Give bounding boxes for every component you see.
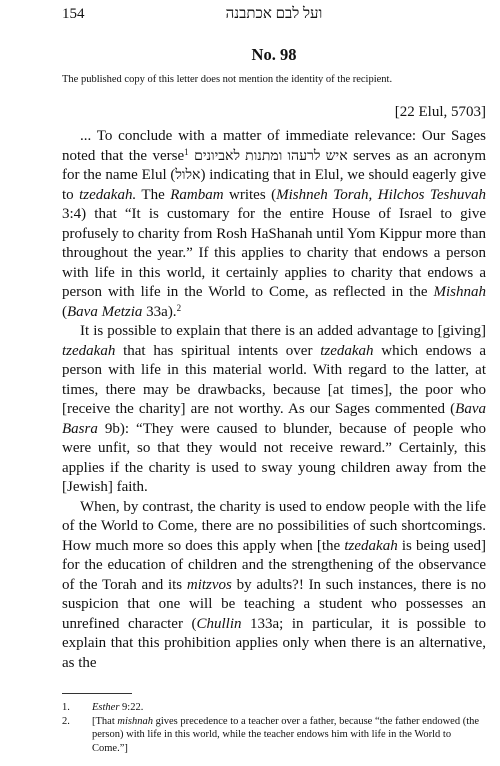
text: 133a; in particular, it is possible to explain that this prohibition applies only when there is an alternative, as the bbox=[62, 615, 486, 671]
page-number: 154 bbox=[62, 6, 85, 22]
text: It is possible to explain that there is an added advantage to [giving] bbox=[80, 323, 486, 339]
text: ... To conclude with a matter of immediate relevance: Our Sages noted that the verse bbox=[62, 128, 486, 164]
paragraph-2 bbox=[62, 322, 486, 498]
footnote-ref-2: 2 bbox=[176, 302, 182, 313]
text: When, by contrast, the charity is used to endow people with the life of the World to Come, there are no possibilities of such shortcomings. How much more so does this apply when [the bbox=[62, 498, 486, 554]
footnotes bbox=[62, 701, 486, 755]
running-head bbox=[62, 6, 486, 26]
italic-term: Mishneh Torah, Hilchos Teshuvah bbox=[276, 186, 487, 203]
letter-date: [22 Elul, 5703] bbox=[394, 104, 486, 120]
italic-term: tzedakah bbox=[344, 537, 398, 554]
italic-term: Bava Metzia bbox=[67, 303, 143, 320]
paragraph-3 bbox=[62, 498, 486, 674]
footnote-divider bbox=[62, 693, 132, 694]
footnote-number: 1. bbox=[62, 702, 70, 713]
hebrew-verse: איש לרעהו ומתנות לאביונים bbox=[194, 148, 348, 164]
italic-term: tzedakah bbox=[62, 342, 116, 359]
book-page bbox=[62, 0, 486, 766]
intro-note: The published copy of this letter does not mention the identity of the recipient. bbox=[62, 74, 393, 85]
running-title: ועל לבם אכתבנה bbox=[225, 6, 323, 22]
text: ( bbox=[62, 303, 67, 320]
text: which endows a person with life in this material world. With regard to the latter, at times, there may be drawbacks, because [at times], the poor who [receive the charity] are not worthy. As our Sages commented ( bbox=[62, 342, 486, 417]
paragraph-1 bbox=[62, 127, 486, 322]
italic-term: mishnah bbox=[117, 715, 153, 727]
italic-term: Esther bbox=[92, 702, 120, 713]
text: by adults?! In such instances, there is no suspicion that one will be teaching a student who possesses an unrefined character ( bbox=[62, 576, 486, 632]
italic-term: Bava Basra bbox=[62, 401, 486, 437]
text: ) indicating that in Elul, we should eagerly give to bbox=[62, 167, 486, 203]
italic-term: Chullin bbox=[196, 615, 242, 632]
letter-body bbox=[62, 127, 486, 673]
text: 3:4) that “It is customary for the entire House of Israel to give profusely to charity from Rosh HaShanah until Yom Kippur more than throughout the year.” If this applies to charity that endows a person with life in this world, it certainly applies to charity that endows a person with life in the World to Come, as reflected in the bbox=[62, 206, 486, 300]
text: writes ( bbox=[223, 186, 277, 203]
text: serves as an acronym for the name Elul ( bbox=[62, 147, 487, 183]
text: The bbox=[136, 186, 171, 203]
hebrew-elul: אלול bbox=[175, 168, 201, 183]
text: 9b): “They were caused to blunder, because of people who were unfit, so that they would not receive reward.” Certainly, this applies if the charity is used to sway young children away from the [Jewish] faith. bbox=[62, 420, 486, 495]
letter-number: No. 98 bbox=[251, 45, 297, 64]
text: 33a). bbox=[142, 303, 177, 320]
text: gives precedence to a teacher over a father, because “the father endowed (the person) with life in this world, while the teacher endows him with life in the World to Come.”] bbox=[92, 715, 480, 754]
footnote-number: 2. bbox=[62, 715, 70, 727]
footnote-2 bbox=[62, 715, 486, 756]
text: that has spiritual intents over bbox=[115, 342, 321, 359]
text: is being used] for the education of children and the strengthening of the observance of the Torah and its bbox=[62, 537, 486, 593]
footnote-1 bbox=[62, 701, 486, 715]
italic-term: mitzvos bbox=[186, 576, 232, 593]
italic-term: Mishnah bbox=[433, 284, 486, 300]
italic-term: Rambam bbox=[170, 186, 224, 203]
text: [That bbox=[92, 715, 118, 727]
text: 9:22. bbox=[119, 702, 144, 713]
italic-term: tzedakah. bbox=[79, 186, 137, 203]
italic-term: tzedakah bbox=[320, 342, 374, 359]
footnote-ref-1: 1 bbox=[184, 146, 189, 157]
